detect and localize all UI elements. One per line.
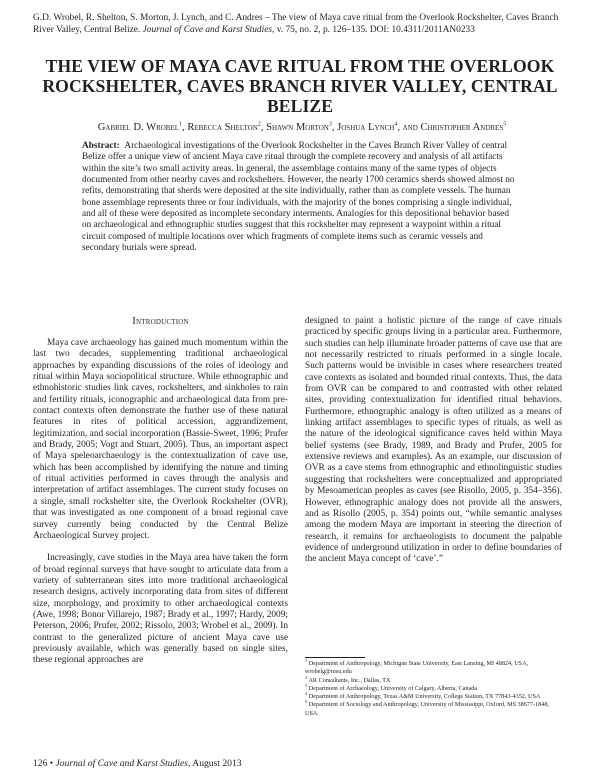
footer-date: August 2013 — [190, 758, 242, 769]
footnote-text: Department of Anthropology, Michigan State University, East Lansing, MI 48824, USA, wrobelg@msu.edu — [305, 660, 529, 676]
article-title: THE VIEW OF MAYA CAVE RITUAL FROM THE OVERLOOK ROCKSHELTER, CAVES BRANCH RIVER VALLEY, CENTRAL BELIZE — [42, 56, 558, 116]
citation-header — [33, 12, 571, 36]
body-paragraph: Maya cave archaeology has gained much momentum within the last two decades, supplementing traditional archaeological approaches by expanding discussions of the roles of ideology and ritual within Maya sociopolitical structure. While ethnographic and ethnohistoric studies link caves, rockshelters, and sinkholes to rain and fertility rituals, iconographic and archaeological data from pre-contact contexts often demonstrate the further use of these natural features in rites of political accession, aggrandizement, legitimization, and social incorporation (Bassie-Sweet, 1996; Prufer and Brady, 2005; Vogt and Stuart, 2005). Thus, an important aspect of Maya speleoarchaeology is the contextualization of cave use, which has been accomplished by identifying the nature and timing of ritual activities performed in caves through the analysis and interpretation of artifact assemblages. The current study focuses on a single, small rockshelter site, the Overlook Rockshelter (OVR), that was investigated as one component of a broad regional cave survey currently being conducted by the Central Belize Archaeological Survey project. — [33, 338, 288, 541]
author — [187, 122, 266, 133]
footnote — [305, 657, 562, 677]
citation-text-before: G.D. Wrobel, R. Shelton, S. Morton, J. Lynch, and C. Andres – The view of Maya cave ritual from the Overlook Rockshelter, Caves Branch River Valley, Central Belize. — [33, 13, 559, 35]
footnote-number: 4 — [305, 691, 308, 697]
footnote-text: AR Consultants, Inc., Dallas, TX — [308, 676, 391, 684]
author-name: Shawn Morton — [266, 122, 329, 133]
author-affiliation-mark: 3 — [328, 121, 332, 128]
section-heading-introduction: Introduction — [132, 316, 189, 327]
footnote-divider — [305, 657, 365, 658]
abstract-label: Abstract: — [82, 141, 120, 151]
footnote-text: Department of Anthropology, Texas A&M University, College Station, TX 77843-4352, USA — [308, 693, 541, 701]
footnote-number: 5 — [305, 699, 308, 705]
footnote-text: Department of Sociology and Anthropology, University of Mississippi, Oxford, MS 38677-1848, USA — [305, 701, 550, 717]
author — [420, 122, 506, 133]
author-name: Gabriel D. Wrobel — [97, 122, 180, 133]
footnote-number: 3 — [305, 682, 308, 688]
footer-journal: Journal of Cave and Karst Studies, — [55, 758, 191, 769]
page-footer — [33, 758, 333, 770]
author-name: Joshua Lynch — [337, 122, 395, 133]
author — [266, 122, 337, 133]
author-affiliation-mark: 4 — [394, 121, 398, 128]
author-affiliation-mark: 2 — [257, 121, 261, 128]
author-affiliation-mark: 1 — [179, 121, 183, 128]
author-separator: , — [182, 122, 188, 133]
footnotes — [305, 657, 562, 718]
right-column — [305, 316, 562, 566]
author-name: Rebecca Shelton — [187, 122, 258, 133]
author-separator: , and — [397, 122, 421, 133]
page-number: 126 — [33, 758, 48, 769]
author-separator: , — [260, 122, 267, 133]
footnote — [305, 701, 562, 718]
author — [98, 122, 188, 133]
author-list — [28, 122, 576, 134]
citation-text-after: , v. 75, no. 2, p. 126–135. DOI: 10.4311/2011AN0233 — [272, 25, 475, 35]
footnote-text: Department of Archaeology, University of Calgary, Alberta, Canada — [308, 684, 478, 692]
author-affiliation-mark: 5 — [503, 121, 507, 128]
footnote-number: 1 — [305, 657, 308, 663]
citation-journal: Journal of Cave and Karst Studies — [142, 25, 273, 35]
author-separator: , — [331, 122, 338, 133]
left-column — [33, 338, 288, 667]
body-paragraph: Increasingly, cave studies in the Maya area have taken the form of broad regional surveys that have sought to articulate data from a variety of subterranean sites into more traditional archaeological research designs, actively incorporating data from sites of different size, morphology, and proximity to other archaeological contexts (Awe, 1998; Bonor Villarejo, 1987; Brady et al., 1997; Hardy, 2009; Peterson, 2006; Prufer, 2002; Rissolo, 2003; Wrobel et al., 2009). In contrast to the generalized picture of ancient Maya cave use previously available, which was generally based on single sites, these regional approaches are — [33, 553, 288, 666]
footnote — [305, 674, 562, 685]
body-paragraph: designed to paint a holistic picture of the range of cave rituals practiced by specific groups living in a particular area. Furthermore, such studies can help illuminate broader patterns of cave use that are not necessarily restricted to rituals performed in a single locale. Such patterns would be invisible in cases where researchers treated cave contexts as isolated and bounded ritual contexts. Thus, the data from OVR can be compared to and contrasted with other related sites, providing contextualization for identified ritual behaviors. Furthermore, ethnographic analogy is often utilized as a means of linking artifact assemblages to specific types of rituals, as well as the nature of the ideological significance caves held within Maya belief systems (see Brady, 1989, and Brady and Prufer, 2005 for extensive reviews and examples). As an example, our discussion of OVR as a cave stems from ethnographic and ethnolinguistic studies suggesting that rockshelters were conceptualized and appropriated by Mesoamerican peoples as caves (see Risollo, 2005, p. 354–356). However, ethnographic analogy does not provide all the answers, and as Risollo (2005, p. 354) points out, “while semantic analyses among the modern Maya are important in steering the direction of research, it remains for archaeologists to document the palpable evidence of underground utilization in order to define boundaries of the ancient Maya concept of ‘cave’.” — [305, 316, 562, 565]
abstract-text: Archaeological investigations of the Overlook Rockshelter in the Caves Branch River Valley of central Belize offer a unique view of ancient Maya cave ritual through the complete recovery and analysis of all artifacts within the site’s two small activity areas. In general, the assemblage contains many of the same types of objects documented from other nearby caves and rockshelters. However, the nearly 1700 ceramics sherds showed almost no refits, demonstrating that sherds were deposited at the site individually, rather than as complete vessels. The human bone assemblage represents three or four individuals, with the majority of the bones comprising a single individual, and all of these were deposited as incomplete secondary interments. Analogies for this depositional behavior based on archaeological and ethnographic studies suggest that this rockshelter may represent a waypoint within a ritual circuit composed of multiple locations over which fragments of complete items such as ceramic vessels and secondary burials were spread. — [82, 141, 515, 254]
abstract — [82, 141, 518, 254]
footer-separator: • — [47, 758, 56, 769]
author-name: Christopher Andres — [420, 122, 504, 133]
footnote — [305, 682, 562, 693]
footnote-number: 2 — [305, 674, 308, 680]
author — [337, 122, 420, 133]
